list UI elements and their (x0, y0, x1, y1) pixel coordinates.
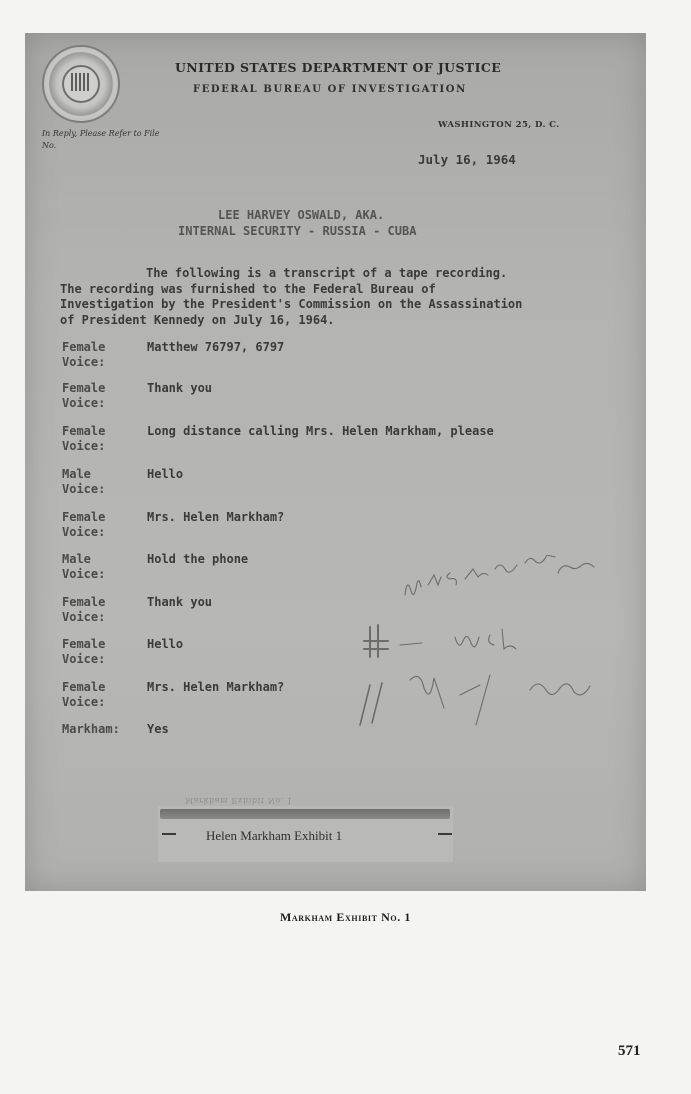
exhibit-sticker-ghost-text: Markham Exhibit No. 1 (185, 796, 293, 805)
pencil-stroke (410, 675, 490, 725)
exhibit-sticker-bar (160, 809, 450, 819)
speaker-label (62, 680, 105, 710)
speaker-line-2: Voice: (62, 525, 106, 539)
utterance: Thank you (147, 595, 213, 609)
intro-line: Investigation by the President's Commission on the Assassination (60, 297, 523, 311)
utterance: Hello (147, 467, 184, 481)
pencil-stroke (525, 555, 555, 563)
exhibit-label-text: Helen Markham Exhibit 1 (206, 828, 343, 843)
page-number: 571 (618, 1043, 641, 1059)
speaker-line-1: Female (62, 637, 106, 651)
utterance: Hello (147, 637, 184, 651)
pencil-stroke (405, 581, 421, 595)
pencil-stroke (530, 684, 590, 695)
intro-line: The following is a transcript of a tape recording. (146, 266, 508, 280)
pencil-stroke (465, 569, 488, 579)
speaker-label (62, 552, 105, 582)
speaker-line-2: Voice: (62, 652, 106, 666)
speaker-line-2: Voice: (62, 695, 106, 709)
speaker-line-1: Female (62, 680, 106, 694)
intro-line: The recording was furnished to the Federal Bureau of (60, 281, 436, 296)
utterance: Mrs. Helen Markham? (147, 510, 285, 524)
speaker-line-2: Voice: (62, 396, 106, 410)
utterance: Thank you (147, 381, 213, 395)
utterance: Hold the phone (147, 552, 249, 566)
utterance: Long distance calling Mrs. Helen Markham, please (147, 424, 494, 438)
speaker-label (62, 595, 105, 625)
speaker-label (62, 340, 105, 370)
speaker-line-2: Voice: (62, 355, 106, 369)
speaker-line-1: Female (62, 510, 106, 524)
speaker-label (62, 722, 120, 737)
pencil-stroke (455, 629, 516, 649)
document-photo (25, 33, 646, 891)
speaker-line-2: Voice: (62, 439, 106, 453)
letterhead-department: UNITED STATES DEPARTMENT OF JUSTICE (175, 60, 502, 75)
speaker-line-1: Female (62, 424, 106, 438)
speaker-line-1: Female (62, 595, 106, 609)
speaker-label (62, 467, 105, 497)
subject-line-1: LEE HARVEY OSWALD, AKA. (218, 208, 385, 222)
speaker-label (62, 424, 105, 454)
letterhead-location: WASHINGTON 25, D. C. (438, 120, 560, 130)
speaker-line-1: Female (62, 381, 106, 395)
letterhead-bureau: FEDERAL BUREAU OF INVESTIGATION (193, 84, 467, 95)
utterance: Matthew 76797, 6797 (147, 340, 285, 354)
fbi-seal-icon (42, 45, 120, 123)
intro-paragraph (60, 266, 605, 328)
pencil-stroke (360, 683, 382, 725)
exhibit-dash-right (438, 833, 452, 835)
pencil-stroke (495, 565, 517, 572)
intro-line: of President Kennedy on July 16, 1964. (60, 312, 335, 327)
letter-date: July 16, 1964 (418, 152, 516, 167)
pencil-stroke (558, 563, 594, 573)
handwritten-annotation (330, 555, 630, 755)
exhibit-dash-left (162, 833, 176, 835)
speaker-line-1: Male (62, 467, 91, 481)
utterance: Yes (147, 722, 169, 736)
speaker-label (62, 637, 105, 667)
speaker-label (62, 381, 105, 411)
speaker-line-2: Voice: (62, 610, 106, 624)
pencil-stroke (400, 643, 422, 645)
pencil-stroke (364, 625, 388, 657)
speaker-line-1: Male (62, 552, 91, 566)
seal-stripes (71, 73, 89, 91)
pencil-stroke (428, 575, 441, 585)
exhibit-caption: Markham Exhibit No. 1 (279, 910, 412, 924)
speaker-line-2: Voice: (62, 482, 106, 496)
speaker-line-1: Markham: (62, 722, 120, 736)
speaker-label (62, 510, 105, 540)
reply-note: In Reply, Please Refer to File No. (42, 129, 160, 150)
pencil-stroke (447, 573, 456, 585)
subject-line-2: INTERNAL SECURITY - RUSSIA - CUBA (178, 224, 417, 238)
utterance: Mrs. Helen Markham? (147, 680, 285, 694)
speaker-line-1: Female (62, 340, 106, 354)
speaker-line-2: Voice: (62, 567, 106, 581)
